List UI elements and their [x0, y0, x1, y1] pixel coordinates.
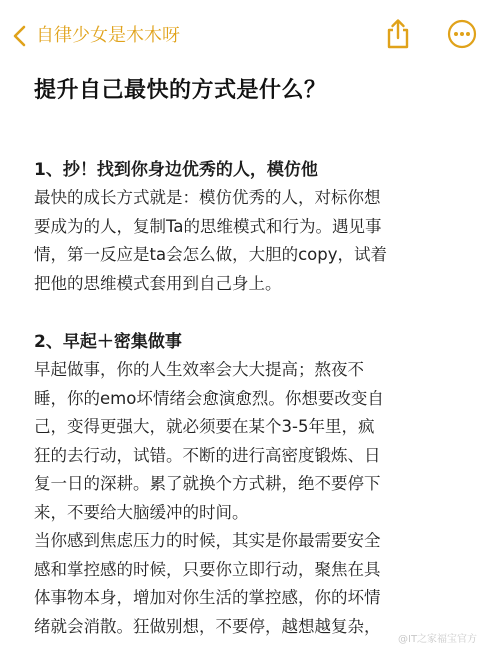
text-line: 情，第一反应是ta会怎么做，大胆的copy，试着: [34, 245, 387, 264]
section-2: [34, 328, 474, 641]
text-line: 复一日的深耕。累了就换个方式耕，绝不要停下: [34, 474, 381, 493]
share-icon: [384, 18, 412, 50]
text-line: 早起做事，你的人生效率会大大提高；熬夜不: [34, 360, 364, 379]
share-button[interactable]: [382, 16, 414, 52]
text-line: 感和掌控感的时候，只要你立即行动，聚焦在具: [34, 559, 381, 579]
section-body: [34, 184, 474, 298]
text-line: 最快的成长方式就是：模仿优秀的人，对标你想: [34, 188, 381, 207]
section-body: [34, 356, 474, 641]
text-line: 体事物本身，增加对你生活的掌控感，你的坏情: [34, 588, 381, 607]
top-navigation-bar: [0, 0, 500, 70]
chevron-left-icon: [10, 23, 32, 49]
section-heading: 1、抄！找到你身边优秀的人，模仿他: [34, 160, 318, 180]
text-line: 要成为的人，复制Ta的思维模式和行为。遇见事: [34, 216, 382, 236]
text-line: 当你感到焦虑压力的时候，其实是你最需要安全: [34, 531, 381, 550]
text-line: 狂的去行动，试错。不断的进行高密度锻炼、日: [34, 445, 381, 465]
section-1: [34, 156, 474, 298]
text-line: 睡，你的emo坏情绪会愈演愈烈。你想要改变自: [34, 388, 384, 408]
text-line: 绪就会消散。狂做别想，不要停，越想越复杂，: [34, 616, 381, 636]
article-content: [34, 76, 474, 641]
section-heading: 2、早起＋密集做事: [34, 332, 182, 352]
text-line: 来，不要给大脑缓冲的时间。: [34, 502, 249, 522]
more-icon: [446, 18, 478, 50]
text-line: 己，变得更强大，就必须要在某个3-5年里，疯: [34, 417, 375, 436]
back-button[interactable]: [10, 18, 180, 54]
article-title: 提升自己最快的方式是什么？: [34, 78, 327, 103]
author-name: 自律少女是木木呀: [36, 25, 180, 46]
more-button[interactable]: [444, 16, 480, 52]
text-line: 把他的思维模式套用到自己身上。: [34, 273, 282, 293]
watermark-text: @IT之家福宝官方: [398, 634, 478, 645]
